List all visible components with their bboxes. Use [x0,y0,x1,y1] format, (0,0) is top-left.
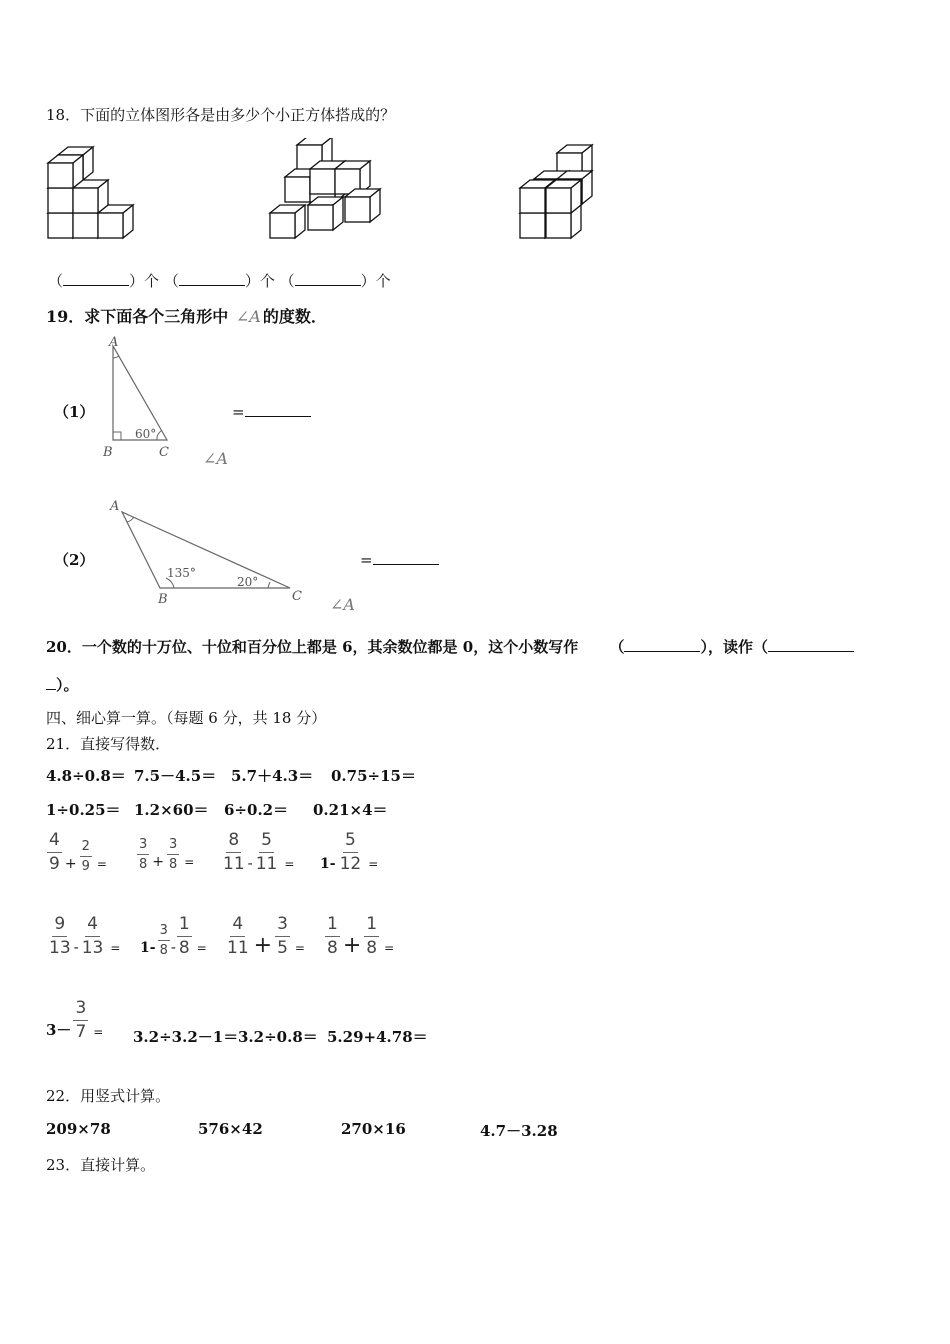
section4-title: 四、细心算一算。（每题 6 分，共 18 分） [46,709,327,727]
q20-end-text: ）。 [56,676,79,694]
q18-blank2-close: ）个 [244,272,275,290]
q19-part2-label: （2） [54,551,95,569]
frac-6-eq: = [196,941,207,955]
q21-row1-item2: 7.5－4.5＝ [134,767,217,785]
frac-3-eq: = [284,857,295,871]
fig3-cube [546,180,581,213]
q18-blank2[interactable] [179,271,245,286]
frac-8b: $\frac{1}{8}$ [366,914,378,958]
frac-7-op: + [253,933,273,958]
q20-text [46,636,854,657]
frac-2b: $\frac{3}{8}$ [169,837,178,872]
t1-angle-c: 60° [135,427,157,441]
q22-item4: 4.7－3.28 [480,1122,558,1140]
q22-title: 22．用竖式计算。 [46,1087,171,1105]
frac-7b: $\frac{3}{5}$ [277,914,288,958]
t2-vertex-c: C [292,589,302,604]
frac-6b: $\frac{1}{8}$ [178,914,190,958]
q21-row1-item3: 5.7＋4.3＝ [231,767,314,785]
frac-6-pre: 1- [140,940,156,956]
frac-expr-3 [220,832,294,873]
t2-answer-blank[interactable] [373,550,439,565]
t1-answer [232,402,311,421]
fig1-cube [98,205,133,238]
q20-end [46,674,79,695]
t2-eq: = [360,551,373,569]
t2-angle-c: 20° [237,575,259,589]
q18-title: 18．下面的立体图形各是由多少个小正方体搭成的？ [46,106,396,124]
q21-row5-item2: 3.2÷0.8＝ [238,1028,318,1046]
q19-title [46,304,327,327]
q22-item1: 209×78 [46,1120,111,1138]
frac-3-op: - [247,856,253,872]
frac-4-eq: = [368,857,379,871]
q20-read-blank[interactable] [768,637,854,652]
frac-expr-7 [224,916,305,957]
frac-5-eq: = [110,941,121,955]
frac-7a: 4 11 [227,914,249,958]
frac-1a: 4 9 [49,830,60,874]
frac-7-eq: = [294,941,305,955]
fig2-cube [345,189,380,222]
frac-9-eq: = [93,1025,104,1039]
t2-angle-b: 135° [167,566,196,580]
q21-row1-item1: 4.8÷0.8＝ [46,767,126,785]
q22-item3: 270×16 [341,1120,406,1138]
fig1-cube [48,155,83,188]
q21-row5-item3: 5.29+4.78＝ [327,1028,428,1046]
q18-blank3-open: （ [279,272,295,290]
fig2-cube [270,205,305,238]
q20-write-close: ），读作（ [700,638,768,656]
q21-row2-item1: 1÷0.25＝ [46,801,121,819]
q19-title-text: 19．求下面各个三角形中 [46,307,229,326]
q19-angle-symbol: ∠A [235,307,261,326]
t2-vertex-a: A [110,499,120,514]
frac-1b: $\frac{2}{9}$ [81,839,90,874]
frac-5a: 9 13 [49,914,71,958]
frac-2-op: + [152,854,165,870]
frac-8-op: + [342,933,362,958]
q23-title: 23．直接计算。 [46,1156,156,1174]
triangle-2 [100,496,370,618]
frac-4-pre: 1- [320,856,336,872]
q21-row5-item1: 3.2÷3.2－1＝ [133,1028,239,1046]
t1-vertex-a: A [109,335,119,350]
frac-2-eq: = [184,855,195,869]
q20-read-blank-cont[interactable] [46,675,56,690]
frac-9-pre: 3－ [46,1021,72,1039]
frac-6-op: - [170,940,176,956]
t2-angle-a-label: ∠A [330,595,355,614]
frac-1-eq: = [96,857,107,871]
t2-answer [360,550,439,569]
frac-5b: $\frac{4}{13}$ [81,914,104,958]
frac-4a: $\frac{5}{12}$ [339,830,362,874]
fig2-cube [308,197,343,230]
q18-answer-blanks [48,270,391,291]
frac-5-op: - [73,940,79,956]
frac-expr-9 [46,1000,103,1041]
q21-title: 21．直接写得数． [46,735,171,753]
cube-figures [40,138,620,250]
frac-6a: 3 8 [159,923,168,958]
t1-vertex-c: C [159,445,169,460]
q20-question: 20．一个数的十万位、十位和百分位上都是 6，其余数位都是 0，这个小数写作 [46,638,579,656]
t1-eq: = [232,403,245,421]
fig1-cube [73,180,108,213]
t2-vertex-b: B [158,592,168,607]
frac-expr-8 [324,916,394,957]
frac-expr-1 [46,832,107,873]
q18-blank1-open: （ [48,272,64,290]
q21-row2-item4: 0.21×4＝ [313,801,388,819]
q21-row1-item4: 0.75÷15＝ [331,767,416,785]
q18-blank3[interactable] [295,271,361,286]
frac-8-eq: = [384,941,395,955]
q18-blank1-close: ）个 [129,272,160,290]
frac-8a: 1 8 [327,914,338,958]
frac-expr-2 [136,838,194,871]
frac-expr-4 [320,832,378,873]
q20-write-open: （ [609,638,625,656]
frac-expr-5 [46,916,120,957]
frac-expr-6 [140,916,207,957]
q19-part1-label: （1） [54,403,95,421]
frac-1-op: + [64,856,77,872]
q18-blank3-close: ）个 [360,272,391,290]
q18-blank1[interactable] [63,271,129,286]
q18-blank2-open: （ [163,272,179,290]
t1-angle-a-label: ∠A [203,449,228,468]
q21-row2-item2: 1.2×60＝ [134,801,209,819]
q21-row2-item3: 6÷0.2＝ [224,801,289,819]
q22-item2: 576×42 [198,1120,263,1138]
t1-answer-blank[interactable] [245,402,311,417]
triangle-1 [95,332,245,472]
frac-9a: $\frac{3}{7}$ [75,998,87,1042]
frac-2a: 3 8 [139,837,148,872]
t1-vertex-b: B [103,445,113,460]
q19-title-end: 的度数． [262,307,327,326]
frac-3b: $\frac{5}{11}$ [255,830,278,874]
q20-write-blank[interactable] [624,637,700,652]
frac-3a: 8 11 [223,830,245,874]
